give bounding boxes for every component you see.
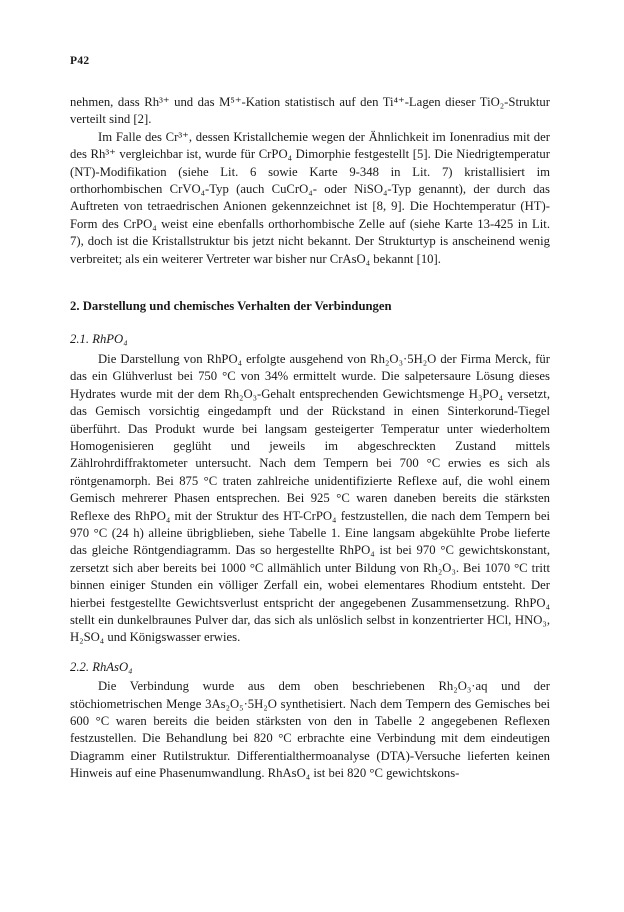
subsection-heading-rhaso4: 2.2. RhAsO₄ bbox=[70, 659, 133, 674]
subsection-text-rhpo4: Die Darstellung von RhPO₄ erfolgte ausgehend von Rh₂O₃·5H₂O der Firma Merck, für das ein Glühverlust bei 750 °C von 34% ermittelt wurde. Die salpetersaure Lösung dieses Hydrates wurde mit der dem Rh₂O₃-Gehalt entsprechenden Gewichtsmenge H₃PO₄ versetzt, das Gemisch vorsichtig eingedampft und der Rückstand in einen Sinterkorund-Tiegel überführt. Das Produkt wurde bei langsam gesteigerter Temperatur unter wiederholtem Homogenisieren geglüht und jeweils im abgeschreckten Zustand mittels Zählrohrdiffraktometer untersucht. Nach dem Tempern bei 700 °C erwies es sich als röntgenamorph. Bei 875 °C traten zahlreiche unidentifizierte Reflexe auf, die wohl einem Gemisch mehrerer Phasen entsprechen. Bei 925 °C waren daneben bereits die stärksten Reflexe des RhPO₄ mit der Struktur des HT-CrPO₄ festzustellen, die nach dem Tempern bei 970 °C (24 h) alleine übrigblieben, siehe Tabelle 1. Eine langsam abgekühlte Probe lieferte das gleiche Röntgendiagramm. Das so hergestellte RhPO₄ ist bei 970 °C gewichtskonstant, zersetzt sich aber bereits bei 1000 °C allmählich unter Bildung von Rh₂O₃. Bei 1070 °C tritt binnen einiger Stunden ein völliger Zerfall ein, wobei elementares Rhodium entsteht. Der hierbei festgestellte Gewichtsverlust entspricht der angegebenen Zusammensetzung. RhPO₄ stellt ein dunkelbraunes Pulver dar, das sich als unlöslich selbst in konzentrierter HCl, HNO₃, H₂SO₄ und Königswasser erwies. bbox=[70, 351, 550, 645]
section-heading: 2. Darstellung und chemisches Verhalten der Verbindungen bbox=[70, 299, 392, 314]
subsection-heading-rhpo4: 2.1. RhPO₄ bbox=[70, 332, 128, 347]
page-body bbox=[70, 94, 550, 783]
intro-paragraph-1: nehmen, dass Rh³⁺ und das M⁵⁺-Kation statistisch auf den Ti⁴⁺-Lagen dieser TiO₂-Struktur verteilt sind [2]. bbox=[70, 95, 550, 127]
subsection-text-rhaso4: Die Verbindung wurde aus dem oben beschriebenen Rh₂O₃·aq und der stöchiometrischen Menge 3As₂O₅·5H₂O synthetisiert. Nach dem Tempern des Gemisches bei 600 °C waren bereits die beiden stärksten von den in Tabelle 2 angegebenen Reflexen festzustellen. Die Behandlung bei 820 °C erbrachte eine Verbindung mit dem eindeutigen Diagramm einer Rutilstruktur. Differentialthermoanalyse (DTA)-Versuche lieferten keinen Hinweis auf eine Phasenumwandlung. RhAsO₄ ist bei 820 °C gewichtskons- bbox=[70, 679, 550, 781]
intro-paragraph-2: Im Falle des Cr³⁺, dessen Kristallchemie wegen der Ähnlichkeit im Ionenradius mit der des Rh³⁺ vergleichbar ist, wurde für CrPO₄ Dimorphie festgestellt [5]. Die Niedrigtemperatur (NT)-Modifikation (siehe Lit. 6 sowie Karte 9-348 in Lit. 7) kristallisiert im orthorhombischen CrVO₄-Typ (auch CuCrO₄- oder NiSO₄-Typ genannt), der durch das Auftreten von tetraedrischen Anionen gekennzeichnet ist [8, 9]. Die Hochtemperatur (HT)-Form des CrPO₄ weist eine ebenfalls orthorhombische Zelle auf (siehe Karte 13-425 in Lit. 7), doch ist die Kristallstruktur bis jetzt nicht bekannt. Der Strukturtyp is anscheinend wenig verbreitet; als ein weiterer Vertreter war bisher nur CrAsO₄ bekannt [10]. bbox=[70, 129, 550, 266]
page-label: P42 bbox=[70, 55, 90, 67]
